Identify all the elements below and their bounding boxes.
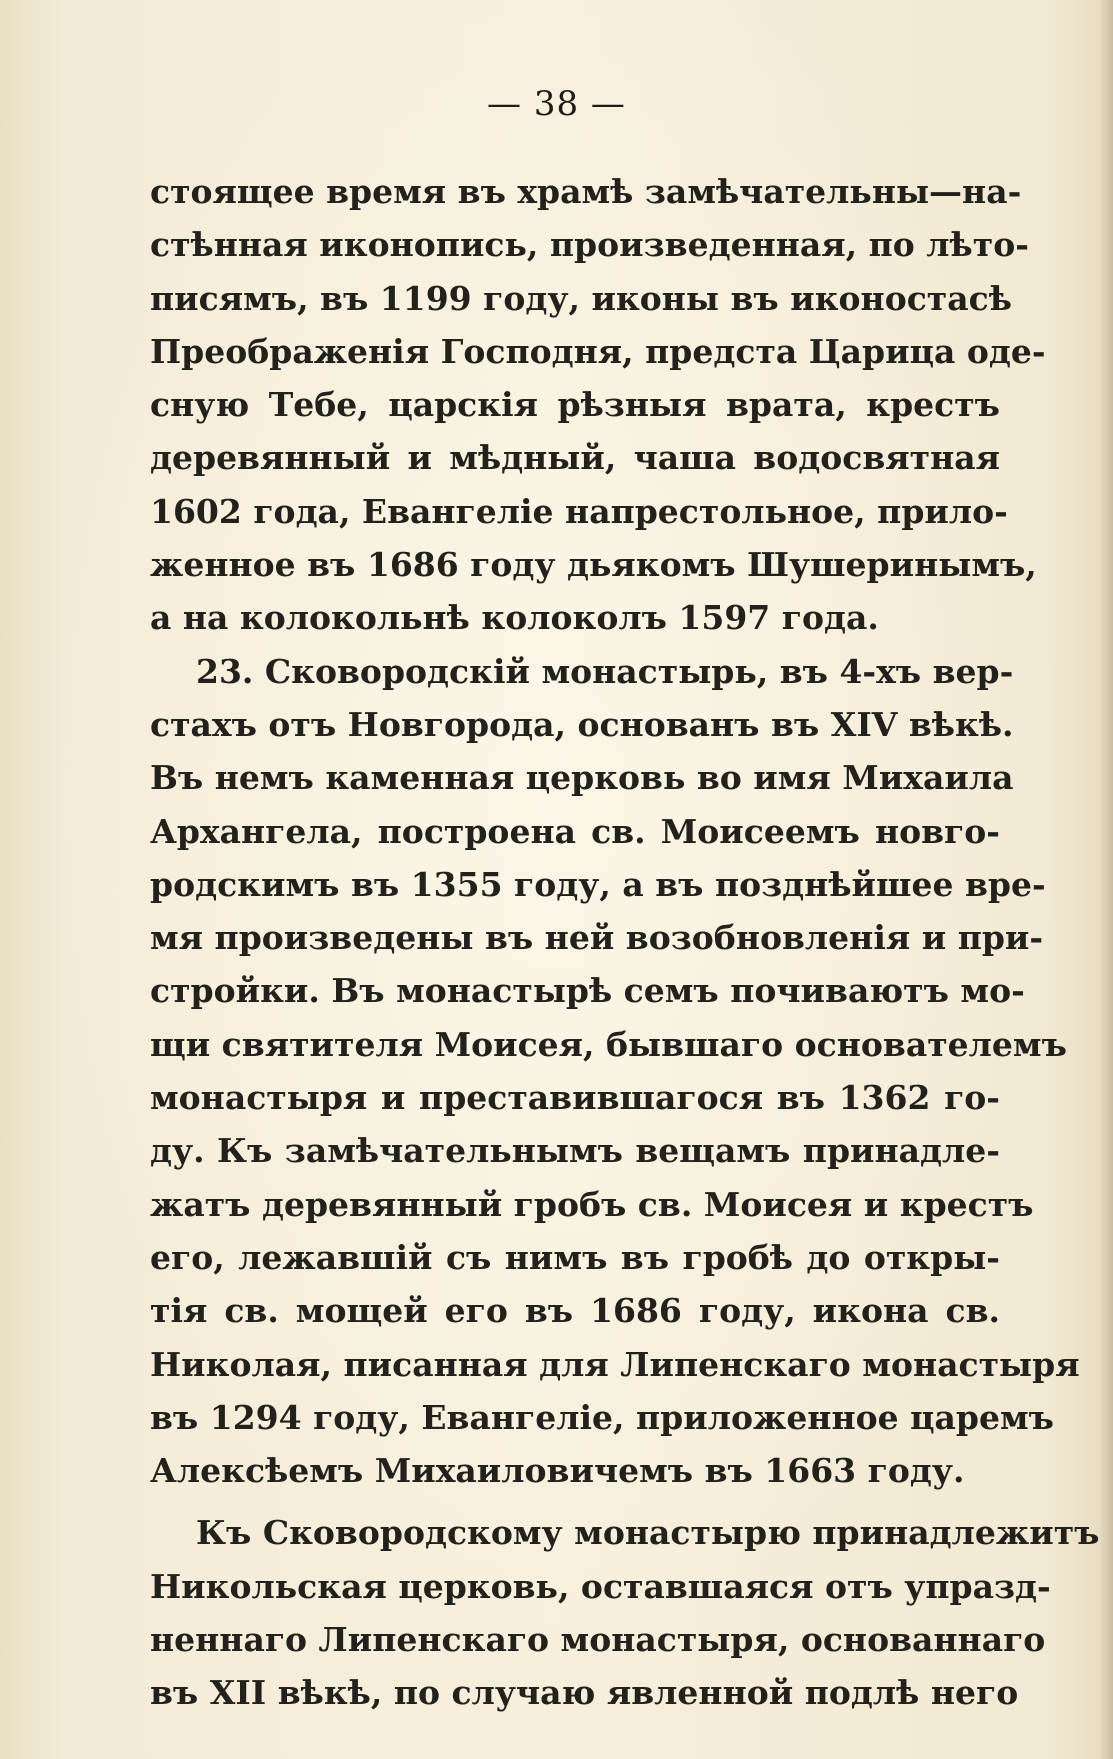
- text-line: неннаго Липенскаго монастыря, основаннаго: [150, 1620, 1046, 1660]
- text-line: стоящее время въ храмѣ замѣчательны—на-: [150, 172, 1022, 211]
- text-line: родскимъ въ 1355 году, а въ позднѣйшее вре-: [150, 864, 1046, 904]
- text-line: писямъ, въ 1199 году, иконы въ иконостасѣ: [150, 278, 1012, 318]
- text-line: тія св. мощей его въ 1686 году, икона св.: [150, 1291, 1000, 1331]
- text-line: стахъ отъ Новгорода, основанъ въ XIV вѣкѣ.: [150, 704, 1014, 744]
- text-line: а на колокольнѣ колоколъ 1597 года.: [150, 598, 879, 638]
- text-line: жатъ деревянный гробъ св. Моисея и крестъ: [150, 1184, 1034, 1224]
- text-line: Николая, писанная для Липенскаго монастыря: [150, 1344, 1080, 1384]
- text-line: въ 1294 году, Евангеліе, приложенное царемъ: [150, 1397, 1054, 1437]
- text-line: сную Тебе, царскія рѣзныя врата, крестъ: [150, 385, 1000, 425]
- text-line: мя произведены въ ней возобновленія и при-: [150, 918, 1044, 958]
- paragraph-gap: [150, 1497, 1000, 1506]
- text-line: деревянный и мѣдный, чаша водосвятная: [150, 438, 1000, 478]
- text-line: 1602 года, Евангеліе напрестольное, прило-: [150, 491, 1008, 531]
- text-line: въ XII вѣкѣ, по случаю явленной подлѣ него: [150, 1673, 1019, 1713]
- text-line: Алексѣемъ Михаиловичемъ въ 1663 году.: [150, 1451, 965, 1491]
- text-line: женное въ 1686 году дьякомъ Шушеринымъ,: [150, 545, 1037, 585]
- text-line: 23. Сковородскій монастырь, въ 4-хъ вер-: [196, 651, 1014, 691]
- text-line: его, лежавшій съ нимъ въ гробѣ до откры-: [150, 1237, 1000, 1277]
- text-line: стройки. Въ монастырѣ семъ почиваютъ мо-: [150, 971, 1025, 1011]
- text-line: щи святителя Моисея, бывшаго основателемъ: [150, 1024, 1067, 1064]
- text-line: Преображенія Господня, предста Царица оде-: [150, 331, 1046, 371]
- text-line: ду. Къ замѣчательнымъ вещамъ принадле-: [150, 1131, 1000, 1171]
- page-number: — 38 —: [487, 84, 626, 124]
- body-text: [150, 165, 1100, 1720]
- text-line: Никольская церковь, оставшаяся отъ упразд-: [150, 1566, 1051, 1606]
- text-line: Архангела, построена св. Моисеемъ новго-: [150, 811, 1000, 851]
- text-line: Къ Сковородскому монастырю принадлежитъ: [196, 1513, 1100, 1553]
- text-line: монастыря и преставившагося въ 1362 го-: [150, 1078, 1000, 1118]
- text-line: стѣнная иконопись, произведенная, по лѣто-: [150, 225, 1029, 265]
- text-line: Въ немъ каменная церковь во имя Михаила: [150, 758, 1014, 798]
- page-edge-shadow: [1099, 0, 1113, 1759]
